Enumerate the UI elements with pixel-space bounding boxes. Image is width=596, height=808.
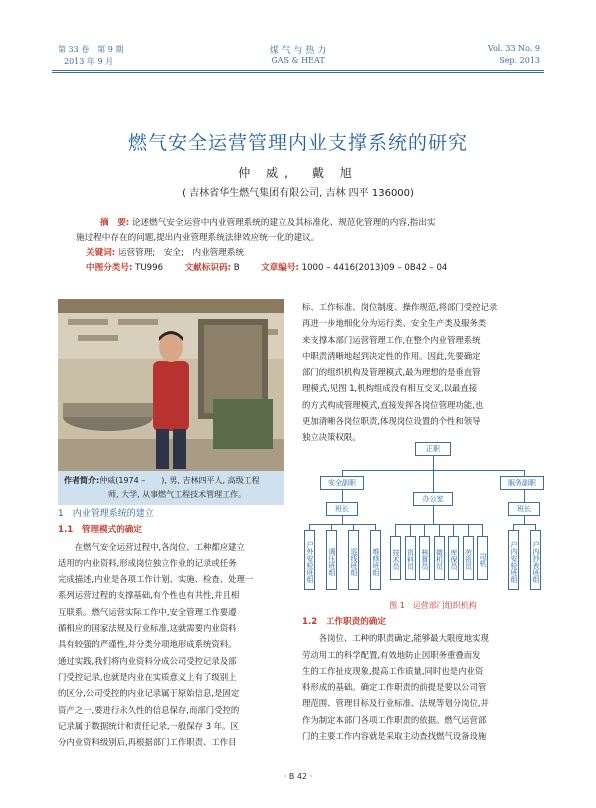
bio-text-2: 师, 大学, 从事燃气工程技术管理工作。 (108, 490, 247, 499)
org-line (482, 524, 483, 536)
org-line (310, 524, 376, 525)
text-line: 具有较强的严谨性,并分类分项地形成系统资料。 (58, 639, 237, 650)
text-line: 资产之一,要进行永久性的信息保存,而部门受控的 (58, 704, 240, 715)
text-line: 标、工作标准、岗位制度、操作规范,将部门受控记录 (302, 302, 498, 312)
text-line: 作为制定本部门各项工作职责的依据。燃气运营部 (302, 714, 487, 725)
org-line (514, 524, 536, 525)
org-unit-node: 调压班组 (326, 530, 337, 590)
org-unit-node: 库保员 (448, 536, 459, 580)
org-unit-node: 户内安检班组 (508, 530, 519, 590)
text-line: 适用的内业资料,形成岗位独立作业的记录或任务 (58, 557, 237, 568)
org-unit-node: 劳资员 (463, 536, 474, 580)
header-rule-2 (52, 72, 544, 73)
text-line: 理范围、管理目标及行业标准、法规等划分岗位,并 (302, 698, 489, 709)
subsection-heading-1-2: 1.2 工作职责的确定 (302, 617, 386, 627)
text-line: 部门的组织机构及管理模式,最为理想的是垂直管 (302, 367, 481, 378)
org-unit-node: 户外安检班组 (304, 530, 315, 590)
classification-line (86, 261, 544, 276)
org-line (439, 524, 440, 536)
abstract-block (76, 216, 544, 276)
text-line: 料形成的基础。确定工作职责的前提是要以公司管 (302, 682, 487, 693)
org-line (453, 524, 454, 536)
text-line: 来支撑本部门运营管理工作,在整个内业管理系统 (302, 334, 481, 345)
org-node-team-leader-right: 班长 (508, 502, 540, 516)
text-line: 中职责清晰地起到决定性的作用。因此,先要确定 (302, 350, 481, 361)
text-line: 的方式构成管理模式,直接发挥各岗位管理功能,也 (302, 399, 484, 410)
org-line (433, 506, 434, 524)
org-node-office: 办公室 (413, 492, 453, 506)
text-line: 通过实践,我们将内业资料分成公司受控记录及部 (58, 655, 237, 666)
text-line: 更加清晰各岗位职责,体现岗位设置的个性和领导 (302, 416, 481, 427)
org-unit-node: 司机 (477, 536, 488, 580)
header-date-cn: 2013 年 9 月 (64, 57, 114, 66)
right-column-paragraph-2 (302, 630, 544, 744)
text-line: 再进一步地细化分为运行类、安全生产类及服务类 (302, 318, 487, 329)
text-line: 生的工作扯皮现象,提高工作质量,同时也是内业资 (302, 665, 484, 676)
text-line: 门受控记录,也就是内业在实质意义上有了级别上 (58, 671, 237, 682)
article-affiliation: ( 吉林省华生燃气集团有限公司, 吉林 四平 136000) (182, 188, 414, 199)
abstract-label: 摘 要: (100, 218, 130, 228)
org-unit-node: 维修班组 (370, 530, 381, 590)
author-photo-illustration (58, 299, 284, 471)
text-line: 循相应的国家法规及行业标准,这就需要内业资料 (58, 623, 237, 634)
keywords-line (86, 246, 544, 261)
keywords-text: 运营管理; 安全; 内业管理系统 (117, 248, 245, 258)
right-column-paragraph-1 (302, 299, 544, 446)
text-line: 各岗位、工种的职责确定,能够最大限度地实现 (302, 633, 489, 644)
text-line: 独立决策权限。 (302, 432, 361, 443)
bio-line-1 (64, 474, 278, 488)
header-journal-en: GAS & HEAT (271, 56, 325, 65)
bio-text-1: 仲威(1974 – ), 男, 吉林四平人, 高级工程 (99, 476, 260, 485)
org-line (410, 524, 411, 536)
org-node-safety-deputy: 安全副职 (320, 476, 364, 490)
bio-label: 作者简介: (64, 476, 100, 485)
header-rule (52, 70, 544, 71)
org-line (524, 490, 525, 502)
text-line: 系列运营过程的支撑基础,有个性也有共性,并且相 (58, 590, 240, 601)
abstract-text-1: 论述燃气安全运营中内业管理系统的建立及其标准化、规范化管理的内容,指出实 (131, 218, 436, 228)
org-unit-node: 户内抄表班组 (530, 530, 541, 590)
org-node-service-deputy: 服务副职 (500, 476, 544, 490)
text-line: 理模式,见图 1,机构组成没有相互交叉,以最直接 (302, 383, 478, 394)
article-title: 燃气安全运营管理内业支撑系统的研究 (127, 132, 468, 154)
text-line: 在燃气安全运营过程中,各岗位、工种都应建立 (58, 541, 245, 552)
abstract-line-1 (86, 216, 544, 231)
org-unit-node: 巡线班组 (348, 530, 359, 590)
org-line (433, 470, 434, 492)
doc-code-label: 文献标识码: (184, 263, 231, 273)
figure-caption: 图 1 运营部门组织机构 (389, 601, 477, 610)
header-volume-en: Vol. 33 No. 9 (487, 44, 540, 53)
text-line: 门的主要工作内容就是采取主动查找燃气设备设施 (302, 731, 487, 742)
clc-label: 中图分类号: (86, 263, 133, 273)
org-line (468, 524, 469, 536)
right-column-bottom (302, 614, 544, 744)
org-line (342, 516, 343, 524)
page-number: · B 42 · (283, 772, 313, 781)
text-line: 的区分,公司受控的内业记录属于原始信息,是固定 (58, 688, 240, 699)
org-line (395, 524, 396, 536)
text-line: 互联系。燃气运营实际工作中,安全管理工作要遵 (58, 606, 237, 617)
text-line: 记录属于数据统计和责任记录,一般保存 3 年。区 (58, 720, 239, 731)
section-heading-1: 1 内业管理系统的建立 (58, 509, 154, 519)
org-unit-node: 资料员 (405, 536, 416, 580)
org-unit-node: 技术员 (390, 536, 401, 580)
text-line: 完成描述,内业是各项工作计划、实施、检查、处理一 (58, 574, 254, 585)
article-authors: 仲 威, 戴 旭 (238, 166, 358, 180)
org-unit-node: 微机员 (434, 536, 445, 580)
keywords-label: 关键词: (86, 248, 116, 258)
org-line (424, 524, 425, 536)
left-column-paragraph (58, 539, 284, 751)
org-line (524, 516, 525, 524)
abstract-line-2 (76, 231, 544, 246)
org-chart (302, 440, 564, 600)
org-line (433, 456, 434, 470)
right-column-top (302, 299, 544, 446)
text-line: 劳动用工的科学配置,有效地防止因职务重叠而发 (302, 649, 481, 660)
text-line: 分内业资料级别后,再根据部门工作职责、工作目 (58, 737, 237, 748)
article-no-label: 文章编号: (261, 263, 299, 273)
left-column (58, 506, 284, 750)
org-line (342, 490, 343, 502)
abstract-text-2: 施过程中存在的问题,提出内业管理系统法律效应统一化的建议。 (76, 233, 320, 243)
clc-value: TU996 (135, 263, 164, 273)
author-bio (58, 471, 284, 505)
org-node-top: 正职 (415, 442, 451, 456)
subsection-heading-1-1: 1.1 管理模式的确定 (58, 525, 142, 536)
header-volume-cn: 第 33 卷 第 9 期 (58, 45, 124, 54)
header-date-en: Sep. 2013 (499, 56, 540, 65)
org-unit-node: 核算员 (419, 536, 430, 580)
author-photo (58, 299, 284, 471)
doc-code-value: B (233, 263, 240, 273)
header-journal-cn: 煤 气 与 热 力 (269, 46, 327, 56)
org-node-team-leader-left: 班长 (326, 502, 358, 516)
article-no-value: 1000 – 4416(2013)09 – 0B42 – 04 (301, 263, 448, 273)
